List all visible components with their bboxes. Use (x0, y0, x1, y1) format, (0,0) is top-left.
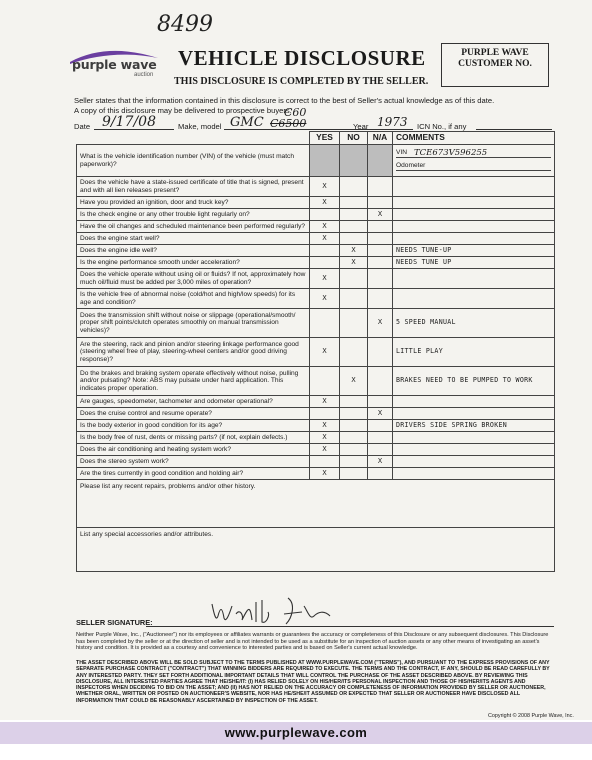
comment-cell[interactable]: NEEDS TUNE UP (393, 257, 555, 269)
disclosure-table (76, 131, 555, 572)
question-row (77, 245, 555, 257)
question-text: Does the vehicle operate without using oil or fluids? If not, approximately how much oil/fluid must be added per 3,000 miles of operation? (77, 269, 310, 289)
yes-checkbox[interactable]: X (310, 177, 340, 197)
comment-cell[interactable] (393, 233, 555, 245)
na-checkbox[interactable]: X (368, 209, 393, 221)
comment-cell[interactable]: DRIVERS SIDE SPRING BROKEN (393, 420, 555, 432)
na-checkbox[interactable] (368, 420, 393, 432)
copyright: Copyright © 2008 Purple Wave, Inc. (488, 713, 574, 719)
na-header: N/A (368, 132, 393, 145)
question-row (77, 367, 555, 396)
make-label: Make, model (178, 122, 222, 131)
no-checkbox[interactable] (340, 309, 368, 338)
date-label: Date (74, 122, 91, 131)
comment-cell[interactable] (393, 396, 555, 408)
question-row (77, 420, 555, 432)
no-checkbox[interactable] (340, 420, 368, 432)
question-text: Are gauges, speedometer, tachometer and odometer operational? (77, 396, 310, 408)
comment-cell[interactable]: LITTLE PLAY (393, 338, 555, 367)
intro-line1: Seller states that the information contained in this disclosure is correct to the best of Seller's actual knowledge as of this date. (74, 96, 495, 105)
no-checkbox[interactable] (340, 396, 368, 408)
question-row (77, 456, 555, 468)
vin-na-cell (368, 145, 393, 177)
na-checkbox[interactable] (368, 468, 393, 480)
page-subtitle: THIS DISCLOSURE IS COMPLETED BY THE SELLER. (174, 76, 429, 87)
yes-checkbox[interactable] (310, 367, 340, 396)
na-checkbox[interactable] (368, 338, 393, 367)
na-checkbox[interactable]: X (368, 456, 393, 468)
question-header (77, 132, 310, 145)
yes-checkbox[interactable]: X (310, 221, 340, 233)
customer-box-line1: PURPLE WAVE (461, 48, 529, 58)
na-checkbox[interactable] (368, 269, 393, 289)
yes-checkbox[interactable] (310, 408, 340, 420)
yes-checkbox[interactable]: X (310, 289, 340, 309)
comment-cell[interactable] (393, 197, 555, 209)
question-row (77, 289, 555, 309)
no-checkbox[interactable] (340, 468, 368, 480)
make-struck: C6500 (270, 117, 307, 130)
brand-sub: auction (134, 72, 154, 78)
no-checkbox[interactable] (340, 221, 368, 233)
question-text: Does the vehicle have a state-issued certificate of title that is signed, present and with all lien releases present? (77, 177, 310, 197)
question-row (77, 432, 555, 444)
odometer-field[interactable] (396, 161, 551, 171)
no-checkbox[interactable] (340, 209, 368, 221)
na-checkbox[interactable] (368, 221, 393, 233)
question-text: Have you provided an ignition, door and truck key? (77, 197, 310, 209)
question-row (77, 309, 555, 338)
comment-cell[interactable]: BRAKES NEED TO BE PUMPED TO WORK (393, 367, 555, 396)
question-row (77, 257, 555, 269)
yes-checkbox[interactable]: X (310, 432, 340, 444)
yes-checkbox[interactable] (310, 245, 340, 257)
no-checkbox[interactable] (340, 432, 368, 444)
yes-checkbox[interactable]: X (310, 468, 340, 480)
question-text: Does the cruise control and resume operate? (77, 408, 310, 420)
year-label: Year (353, 122, 369, 131)
repairs-field[interactable] (77, 480, 555, 528)
yes-checkbox[interactable]: X (310, 338, 340, 367)
na-checkbox[interactable] (368, 177, 393, 197)
vin-no-cell (340, 145, 368, 177)
footer (0, 720, 592, 760)
question-text: Is the vehicle free of abnormal noise (cold/hot and high/low speeds) for its age and condition? (77, 289, 310, 309)
vin-field[interactable] (396, 148, 551, 158)
comment-cell[interactable] (393, 444, 555, 456)
year-value: 1973 (377, 115, 408, 129)
no-checkbox[interactable]: X (340, 257, 368, 269)
question-text: Does the transmission shift without noise or slippage (operational/smooth/ proper shift points/clutch operates smoothly on manual transmission vehicles)? (77, 309, 310, 338)
no-header: NO (340, 132, 368, 145)
question-row (77, 209, 555, 221)
question-row (77, 221, 555, 233)
customer-box-line2: CUSTOMER NO. (458, 59, 532, 69)
na-checkbox[interactable] (368, 444, 393, 456)
intro-text (74, 96, 554, 116)
question-text: Do the brakes and braking system operate effectively without noise, pulling and/or pulsating? Note: ABS may pulsate under hard application. This indicates proper operation. (77, 367, 310, 396)
question-row (77, 177, 555, 197)
comment-cell[interactable]: NEEDS TUNE-UP (393, 245, 555, 257)
question-row (77, 197, 555, 209)
terms-text: THE ASSET DESCRIBED ABOVE WILL BE SOLD SUBJECT TO THE TERMS PUBLISHED AT WWW.PURPLEWAVE.COM ("TERMS"), AND PURSUANT TO THE EXPRESS PROVISIONS OF ANY SEPARATE PURCHASE CONTRACT ("CONTRACT") THAT WINNING BIDDERS ARE REQUIRED TO EXECUTE. THE TERMS AND THE CONTRACT, IF ANY, SHOULD BE READ CAREFULLY BY ANY INTERESTED PARTY. THEY SET FORTH ADDITIONAL IMPORTANT DETAILS THAT WILL CONTROL THE PURCHASE OF THE ASSET DESCRIBED ABOVE. BY REVIEWING THIS DISCLOSURE, ALL INTERESTED PARTIES AGREE THAT HE/SHE/IT: (I) HAS RELIED SOLELY ON HIS/HER/ITS PERSONAL INSPECTION AND THOSE OF HIS/HER/ITS AGENTS AND INSPECTORS WHEN DECIDING TO BID ON THE ASSET; AND (II) HAS NOT RELIED ON THE ACCURACY OR COMPLETENESS OF INFORMATION PROVIDED BY SELLER OR AUCTIONEER, WHETHER ORAL, WRITTEN OR POSTED ON AUCTIONEER'S WEBSITE, NOR HAS HE/SHE/IT ASSUMED OR EXPECTED THAT SELLER OR AUCTIONEER HAVE DISCLOSED ALL INFORMATION THAT COULD BE REASONABLY ASCERTAINED BY INSPECTION OF THE ASSET. (76, 660, 550, 704)
vin-comment-cell (393, 145, 555, 177)
yes-header: YES (310, 132, 340, 145)
icn-field[interactable] (476, 120, 552, 130)
no-checkbox[interactable] (340, 444, 368, 456)
yes-checkbox[interactable] (310, 456, 340, 468)
icn-label: ICN No., if any (417, 122, 467, 131)
na-checkbox[interactable]: X (368, 309, 393, 338)
comment-cell[interactable] (393, 209, 555, 221)
na-checkbox[interactable] (368, 289, 393, 309)
accessories-row (77, 528, 555, 572)
question-text: Have the oil changes and scheduled maintenance been performed regularly? (77, 221, 310, 233)
na-checkbox[interactable]: X (368, 408, 393, 420)
no-checkbox[interactable] (340, 177, 368, 197)
disclaimer-text: Neither Purple Wave, Inc., ("Auctioneer") nor its employees or affiliates warrants or guarantees the accuracy or completeness of this Disclosure or any subsequent disclosures. This Disclosure has been completed by the seller or at the direction of seller and is not intended to be used as a substitute for an inspection of auction assets or any other means of investigating an asset's history and condition. It is provided as a courtesy and convenience to interested parties and is based on Seller's current actual knowledge. (76, 632, 549, 652)
date-value: 9/17/08 (102, 114, 156, 130)
na-checkbox[interactable] (368, 432, 393, 444)
vin-label: VIN (396, 148, 407, 156)
comment-cell[interactable] (393, 269, 555, 289)
question-text: Is the check engine or any other trouble light regularly on? (77, 209, 310, 221)
comment-cell[interactable] (393, 456, 555, 468)
yes-checkbox[interactable]: X (310, 420, 340, 432)
no-checkbox[interactable]: X (340, 367, 368, 396)
customer-number-box (441, 43, 549, 87)
handwritten-stock-number: 8499 (157, 12, 213, 37)
na-checkbox[interactable] (368, 245, 393, 257)
yes-checkbox[interactable]: X (310, 269, 340, 289)
comment-cell[interactable]: 5 SPEED MANUAL (393, 309, 555, 338)
question-text: Are the steering, rack and pinion and/or steering linkage performance good (steering wheel free of play, steering-wheel centers and/or good driving response)? (77, 338, 310, 367)
question-text: Does the engine start well? (77, 233, 310, 245)
make-insert: C60 (284, 106, 307, 119)
no-checkbox[interactable]: X (340, 245, 368, 257)
comments-header: COMMENTS (393, 132, 555, 145)
repairs-label: Please list any recent repairs, problems and/or other history. (80, 483, 256, 490)
vin-value: TCE673V596255 (414, 147, 488, 158)
comment-cell[interactable] (393, 221, 555, 233)
intro-line2: A copy of this disclosure may be delivered to prospective buyers. (74, 106, 292, 115)
question-text: Does the air conditioning and heating system work? (77, 444, 310, 456)
accessories-field[interactable] (77, 528, 555, 572)
table-header-row (77, 132, 555, 145)
yes-checkbox[interactable] (310, 257, 340, 269)
no-checkbox[interactable] (340, 338, 368, 367)
question-text: Are the tires currently in good condition and holding air? (77, 468, 310, 480)
odometer-label: Odometer (396, 161, 426, 169)
na-checkbox[interactable] (368, 367, 393, 396)
question-row (77, 444, 555, 456)
vin-yes-cell (310, 145, 340, 177)
comment-cell[interactable] (393, 432, 555, 444)
repairs-row (77, 480, 555, 528)
yes-checkbox[interactable]: X (310, 233, 340, 245)
no-checkbox[interactable] (340, 197, 368, 209)
question-row (77, 233, 555, 245)
question-text: Is the engine performance smooth under acceleration? (77, 257, 310, 269)
vin-question: What is the vehicle identification number (VIN) of the vehicle (must match paperwork)? (77, 145, 310, 177)
page-title: VEHICLE DISCLOSURE (178, 46, 426, 70)
make-value: GMC (230, 115, 264, 130)
no-checkbox[interactable] (340, 408, 368, 420)
na-checkbox[interactable] (368, 257, 393, 269)
question-row (77, 338, 555, 367)
accessories-label: List any special accessories and/or attributes. (80, 531, 214, 538)
na-checkbox[interactable] (368, 396, 393, 408)
yes-checkbox[interactable] (310, 209, 340, 221)
question-row (77, 269, 555, 289)
question-row (77, 468, 555, 480)
seller-signature-label: SELLER SIGNATURE: (76, 618, 153, 627)
yes-checkbox[interactable]: X (310, 444, 340, 456)
no-checkbox[interactable] (340, 269, 368, 289)
comment-cell[interactable] (393, 289, 555, 309)
na-checkbox[interactable] (368, 233, 393, 245)
question-text: Is the body free of rust, dents or missing parts? (if not, explain defects.) (77, 432, 310, 444)
na-checkbox[interactable] (368, 197, 393, 209)
footer-url[interactable]: www.purplewave.com (224, 725, 368, 740)
no-checkbox[interactable] (340, 233, 368, 245)
seller-signature (206, 594, 356, 628)
vin-row (77, 145, 555, 177)
no-checkbox[interactable] (340, 456, 368, 468)
comment-cell[interactable] (393, 408, 555, 420)
comment-cell[interactable] (393, 468, 555, 480)
question-text: Does the engine idle well? (77, 245, 310, 257)
comment-cell[interactable] (393, 177, 555, 197)
question-row (77, 396, 555, 408)
question-row (77, 408, 555, 420)
yes-checkbox[interactable] (310, 309, 340, 338)
brand-name: purple wave (72, 57, 157, 72)
yes-checkbox[interactable]: X (310, 197, 340, 209)
question-text: Is the body exterior in good condition for its age? (77, 420, 310, 432)
question-text: Does the stereo system work? (77, 456, 310, 468)
yes-checkbox[interactable]: X (310, 396, 340, 408)
no-checkbox[interactable] (340, 289, 368, 309)
